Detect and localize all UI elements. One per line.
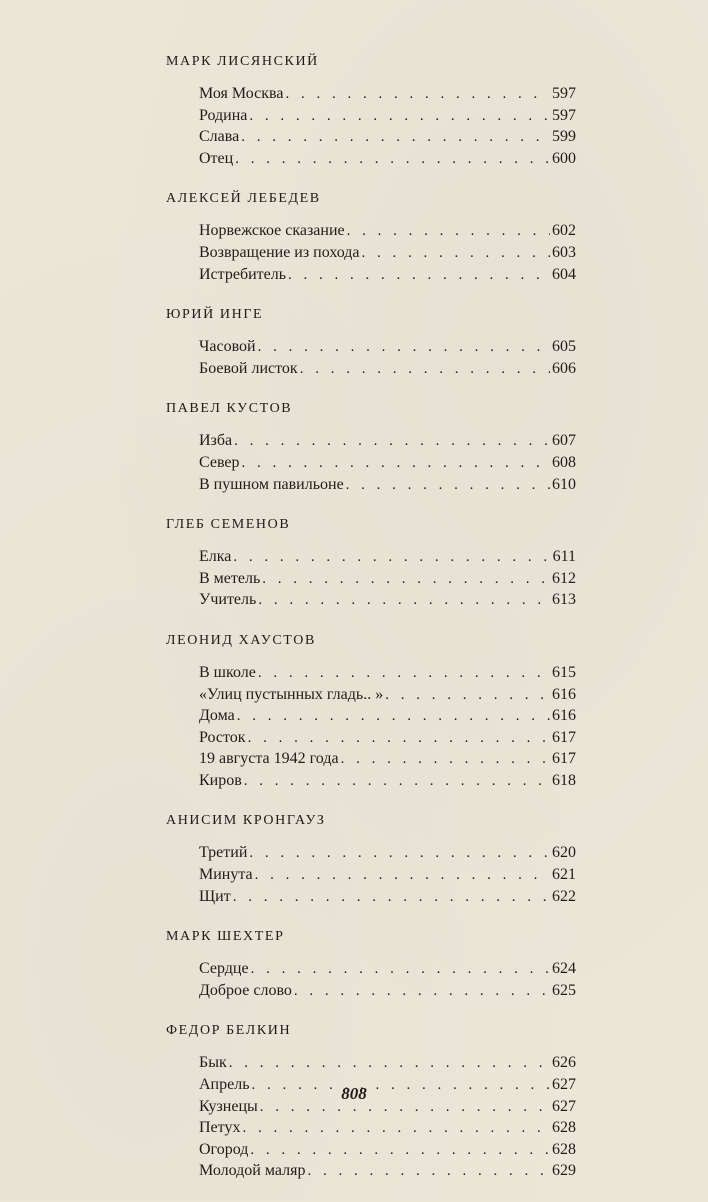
author-heading: ЮРИЙ ИНГЕ — [166, 307, 264, 323]
entry-page-number: 611 — [552, 548, 576, 566]
author-heading: МАРК ШЕХТЕР — [166, 929, 285, 945]
author-heading: МАРК ЛИСЯНСКИЙ — [166, 54, 319, 69]
dot-leader — [235, 149, 550, 171]
toc-entry — [199, 546, 576, 568]
entry-page-number: 618 — [552, 771, 576, 789]
entry-title: Отец — [199, 149, 234, 167]
table-of-contents — [166, 52, 576, 1202]
dot-leader — [285, 84, 550, 106]
toc-entry — [199, 264, 576, 286]
entry-title: В школе — [199, 663, 256, 681]
entry-title: Норвежское сказание — [199, 222, 345, 240]
dot-leader — [258, 337, 550, 359]
toc-entry — [199, 864, 576, 886]
toc-entry — [199, 748, 576, 770]
entry-title: Учитель — [199, 591, 257, 609]
entry-page-number: 604 — [552, 265, 576, 283]
dot-leader — [362, 243, 550, 265]
toc-entry — [199, 358, 576, 380]
entry-page-number: 629 — [552, 1162, 576, 1180]
entry-page-number: 627 — [552, 1097, 576, 1115]
toc-entry — [199, 684, 576, 706]
toc-entry — [199, 83, 576, 105]
dot-leader — [249, 843, 550, 865]
entry-page-number: 617 — [552, 750, 576, 768]
entry-list — [199, 662, 576, 792]
dot-leader — [262, 569, 550, 591]
entry-title: Дома — [199, 707, 235, 725]
entry-title: Родина — [199, 106, 248, 124]
dot-leader — [249, 106, 550, 128]
dot-leader — [255, 865, 550, 887]
toc-entry — [199, 980, 576, 1002]
entry-page-number: 602 — [552, 222, 576, 240]
dot-leader — [347, 221, 550, 243]
entry-list — [199, 336, 576, 379]
entry-title: Огород — [199, 1140, 249, 1158]
page-number: 808 — [341, 1084, 367, 1103]
toc-entry — [199, 589, 576, 611]
entry-page-number: 605 — [552, 338, 576, 356]
entry-page-number: 620 — [552, 844, 576, 862]
entry-page-number: 606 — [552, 359, 576, 377]
toc-entry — [199, 886, 576, 908]
toc-entry — [199, 727, 576, 749]
toc-entry — [199, 220, 576, 242]
entry-page-number: 628 — [552, 1119, 576, 1137]
entry-title: Север — [199, 453, 240, 471]
entry-title: Истребитель — [199, 265, 287, 283]
toc-entry — [199, 568, 576, 590]
dot-leader — [248, 728, 550, 750]
author-heading: АЛЕКСЕЙ ЛЕБЕДЕВ — [166, 191, 321, 207]
dot-leader — [229, 1053, 550, 1075]
entry-title: Бык — [199, 1054, 227, 1072]
entry-title: В метель — [199, 569, 261, 587]
entry-page-number: 626 — [552, 1054, 576, 1072]
toc-entry — [199, 1160, 576, 1182]
entry-page-number: 628 — [552, 1140, 576, 1158]
entry-page-number: 621 — [552, 866, 576, 884]
toc-entry — [199, 1117, 576, 1139]
entry-title: Изба — [199, 432, 233, 450]
entry-page-number: 607 — [552, 432, 576, 450]
entry-title: Часовой — [199, 338, 256, 356]
dot-leader — [242, 453, 550, 475]
entry-page-number: 608 — [552, 453, 576, 471]
entry-page-number: 616 — [552, 707, 576, 725]
dot-leader — [241, 127, 550, 149]
toc-entry — [199, 474, 576, 496]
entry-title: Доброе слово — [199, 981, 292, 999]
dot-leader — [294, 981, 550, 1003]
dot-leader — [258, 663, 550, 685]
entry-page-number: 597 — [552, 106, 576, 124]
entry-title: Кузнецы — [199, 1097, 258, 1115]
entry-list — [199, 546, 576, 611]
entry-title: «Улиц пустынных гладь.. » — [199, 685, 384, 703]
toc-entry — [199, 148, 576, 170]
author-heading: АНИСИМ КРОНГАУЗ — [166, 813, 326, 829]
toc-entry — [199, 662, 576, 684]
toc-entry — [199, 126, 576, 148]
entry-title: Третий — [199, 844, 248, 862]
entry-title: Моя Москва — [199, 85, 284, 102]
entry-page-number: 627 — [552, 1076, 576, 1094]
toc-entry — [199, 1052, 576, 1074]
entry-page-number: 624 — [552, 960, 576, 978]
entry-page-number: 622 — [552, 887, 576, 905]
entry-list — [199, 430, 576, 495]
entry-list — [199, 1052, 576, 1182]
toc-entry — [199, 430, 576, 452]
entry-title: Киров — [199, 771, 242, 789]
toc-entry — [199, 958, 576, 980]
entry-title: Слава — [199, 128, 240, 146]
entry-title: Возвращение из похода — [199, 243, 360, 261]
author-heading: ГЛЕБ СЕМЕНОВ — [166, 517, 291, 533]
entry-page-number: 603 — [552, 243, 576, 261]
entry-page-number: 610 — [552, 475, 576, 493]
dot-leader — [242, 1118, 550, 1140]
dot-leader — [346, 475, 550, 497]
entry-page-number: 616 — [552, 685, 576, 703]
dot-leader — [385, 685, 550, 707]
dot-leader — [250, 1140, 550, 1162]
toc-entry — [199, 842, 576, 864]
author-heading: ФЕДОР БЕЛКИН — [166, 1023, 292, 1039]
entry-title: Сердце — [199, 960, 249, 978]
dot-leader — [307, 1161, 550, 1183]
entry-title: Молодой маляр — [199, 1162, 306, 1180]
entry-page-number: 625 — [552, 981, 576, 999]
toc-entry — [199, 242, 576, 264]
entry-page-number: 600 — [552, 149, 576, 167]
entry-title: Елка — [199, 548, 232, 566]
entry-page-number: 599 — [552, 128, 576, 146]
dot-leader — [288, 265, 550, 287]
toc-entry — [199, 452, 576, 474]
dot-leader — [258, 590, 550, 612]
author-heading: ПАВЕЛ КУСТОВ — [166, 401, 293, 417]
entry-page-number: 612 — [552, 569, 576, 587]
entry-page-number: 617 — [552, 728, 576, 746]
dot-leader — [341, 749, 550, 771]
toc-entry — [199, 770, 576, 792]
dot-leader — [251, 959, 550, 981]
author-heading: ЛЕОНИД ХАУСТОВ — [166, 632, 316, 648]
entry-title: Апрель — [199, 1076, 250, 1094]
entry-page-number: 615 — [552, 663, 576, 681]
entry-list — [199, 83, 576, 169]
toc-entry — [199, 705, 576, 727]
entry-title: Боевой листок — [199, 359, 298, 377]
entry-title: Росток — [199, 728, 246, 746]
dot-leader — [300, 359, 550, 381]
dot-leader — [234, 431, 550, 453]
entry-title: Петух — [199, 1119, 241, 1137]
dot-leader — [237, 706, 550, 728]
dot-leader — [244, 771, 550, 793]
entry-title: 19 августа 1942 года — [199, 750, 339, 768]
toc-entry — [199, 336, 576, 358]
dot-leader — [233, 547, 550, 569]
entry-list — [199, 958, 576, 1001]
entry-title: Щит — [199, 887, 231, 905]
entry-list — [199, 842, 576, 907]
entry-title: Минута — [199, 866, 253, 884]
toc-entry — [199, 105, 576, 127]
entry-title: В пушном павильоне — [199, 475, 344, 493]
entry-list — [199, 220, 576, 285]
entry-page-number: 597 — [552, 85, 576, 102]
toc-entry — [199, 1139, 576, 1161]
entry-page-number: 613 — [552, 591, 576, 609]
dot-leader — [233, 887, 550, 909]
